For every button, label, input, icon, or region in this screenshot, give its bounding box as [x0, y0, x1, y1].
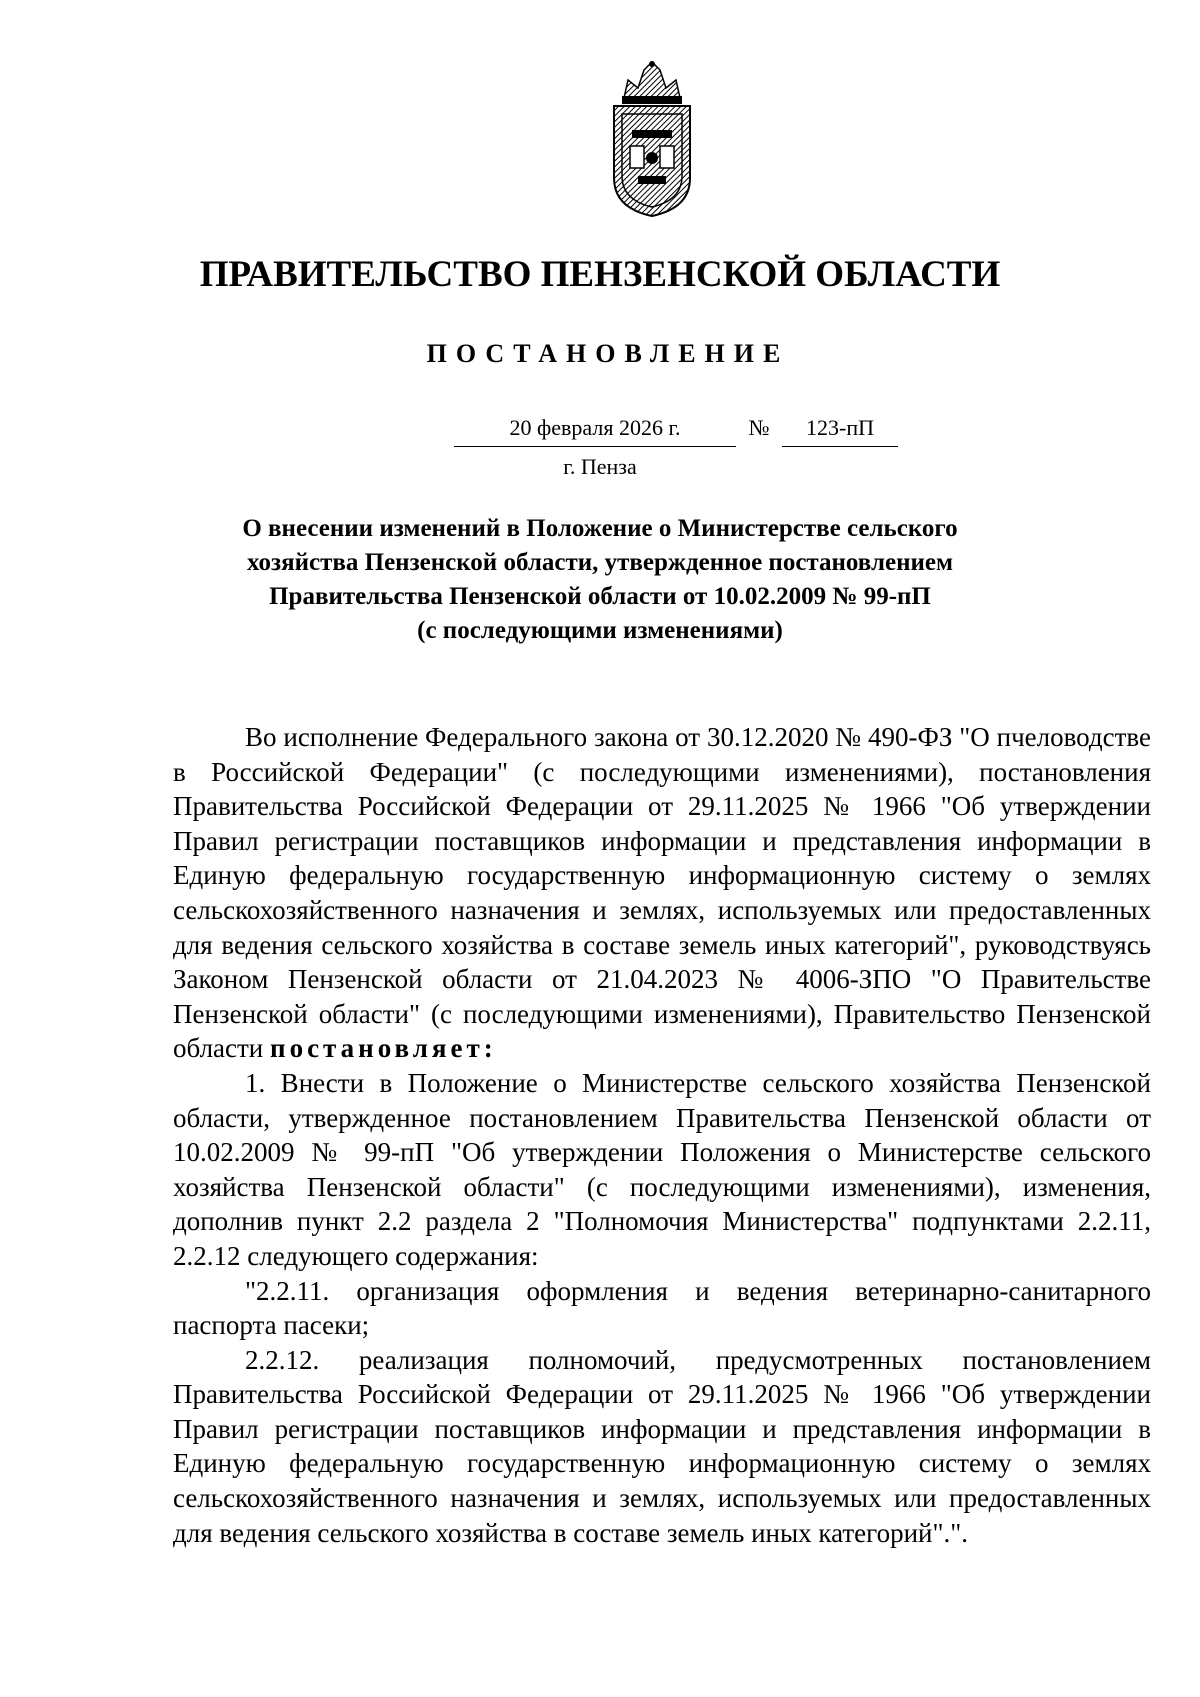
preamble-paragraph	[173, 720, 1151, 1066]
document-title	[200, 512, 1000, 648]
title-line: (с последующими изменениями)	[417, 617, 783, 644]
government-heading: ПРАВИТЕЛЬСТВО ПЕНЗЕНСКОЙ ОБЛАСТИ	[199, 254, 1001, 295]
penza-coat-of-arms-icon	[604, 58, 700, 218]
title-line: Правительства Пензенской области от 10.02.2009 № 99-пП	[269, 583, 931, 610]
subitem-2-2-11: "2.2.11. организация оформления и ведения ветеринарно-санитарного паспорта пасеки;	[173, 1275, 1151, 1341]
preamble-text: Во исполнение Федерального закона от 30.12.2020 № 490-ФЗ "О пчеловодстве в Российской Федерации" (с последующими изменениями), постановления Правительства Российской Федерации от 29.11.2025 № 1966 "Об утверждении Правил регистрации поставщиков информации и представления информации в Единую федеральную государственную информационную систему о землях сельскохозяйственного назначения и землях, используемых или предоставленных для ведения сельского хозяйства в составе земель иных категорий", руководствуясь Законом Пензенской области от 21.04.2023 № 4006-ЗПО "О Правительстве Пензенской области" (с последующими изменениями), Правительство Пензенской области	[173, 722, 1151, 1064]
subitem-2-2-12: 2.2.12. реализация полномочий, предусмотренных постановлением Правительства Российской Федерации от 29.11.2025 № 1966 "Об утверждении Правил регистрации поставщиков информации и представления информации в Единую федеральную государственную информационную систему о землях сельскохозяйственного назначения и землях, используемых или предоставленных для ведения сельского хозяйства в составе земель иных категорий".".	[173, 1344, 1151, 1548]
document-number: 123-пП	[782, 410, 898, 447]
document-city: г. Пенза	[563, 454, 637, 479]
title-line: О внесении изменений в Положение о Министерстве сельского	[242, 515, 958, 542]
resolves-word: постановляет:	[270, 1033, 497, 1064]
document-date: 20 февраля 2026 г.	[454, 410, 736, 447]
item-1-paragraph: 1. Внести в Положение о Министерстве сельского хозяйства Пензенской области, утвержденное постановлением Правительства Пензенской области от 10.02.2009 № 99-пП "Об утверждении Положения о Министерстве сельского хозяйства Пензенской области" (с последующими изменениями), изменения, дополнив пункт 2.2 раздела 2 "Полномочия Министерства" подпунктами 2.2.11, 2.2.12 следующего содержания:	[173, 1067, 1151, 1271]
document-body	[173, 720, 1151, 1550]
number-sign: №	[748, 415, 770, 440]
title-line: хозяйства Пензенской области, утвержденное постановлением	[246, 549, 954, 576]
document-type: ПОСТАНОВЛЕНИЕ	[426, 339, 790, 368]
